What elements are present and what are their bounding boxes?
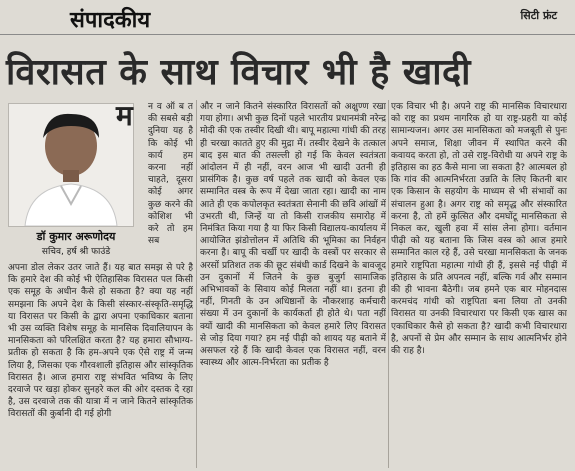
section-title: संपादकीय [70,7,151,33]
column-divider [196,100,197,468]
author-role: सचिव, हर्ष श्री फाउंडे [41,247,111,257]
article-headline: विरासत के साथ विचार भी है खादी [6,52,471,93]
column-divider [388,100,389,468]
article-column-1-top: न व ऑ ब त की सबसे बड़ी दुनिया यह है कि कोई भी कार्य हम करना नहीं चाहते, दूसरा कोई अगर कुछ करने की कोशिश भी करे तो हम सब [148,102,193,247]
drop-cap: म [116,99,133,132]
article-column-2: और न जाने कितने संस्कारित विरासतों को अक्षुण्ण रखा गया होगा। अभी कुछ दिनों पहले भारतीय प्रधानमंत्री नरेन्द्र मोदी की एक तस्वीर दिखी थी। बापू महात्मा गांधी की तरह ही चरखा कातते हुए की मुद्रा में। तस्वीर देखने के तत्काल बाद इस बात की तसल्ली हो गई कि केवल स्वतंत्रता आंदोलन में ही नहीं, वरन आज भी खादी उतनी ही प्रासंगिक है। कुछ वर्ष पहले तक खादी को केवल एक सम्मानित वस्त्र के रूप में देखा जाता रहा। खादी का नाम आते ही एक कपोलकृत स्वतंत्रता सेनानी की छवि आंखों में उभरती थी, जिन्हें या तो किसी राजकीय समारोह में निमंत्रित किया गया है या फिर किसी विद्यालय-कार्यालय में आयोजित झंडोत्तोलन में अतिथि की भूमिका का निर्वहन करना है। बापू की चर्खी पर खादी के वस्त्रों पर सरकार से अरसों प्रतिशत तक की छूट संबंधी कार्ड दिखने के बावजूद उन दुकानों में जितने के कुछ बुजुर्ग सामाजिक अभिभावकों के सिवाय कोई मिलता नहीं था। इतना ही नहीं, गिनती के उन अधिष्ठानों के नौकरशाह कर्मचारी संख्या में उन दुकानों के कार्यकर्ता ही होते थे। पता नहीं क्यों खादी की मानसिकता को केवल हमारे लिए विरासत से जोड़ दिया गया? हम नई पीढ़ी को शायद यह बताने में असफल रहे हैं कि खादी केवल एक विरासत नहीं, वरन स्वास्थ्य और आत्म-निर्भरता का प्रतीक है [200,102,386,369]
author-portrait-image [9,104,133,226]
article-column-3: एक विचार भी है। अपने राष्ट्र की मानसिक विचारधारा को राष्ट्र का प्रथम नागरिक हो या राष्ट्र-प्रहरी या कोई सामान्यजन। अगर उस मानसिकता को मजबूती से पुनः अपने समाज, शिक्षा जीवन में स्थापित करने की कवायद करता हो, तो उसे राष्ट्र-विरोधी या अपने राष्ट्र के इतिहास का हठ कैसे माना जा सकता है? आत्मबल हो कि गांव की आत्मनिर्भरता उन्नति के लिए कितनी बार एक किसान के सहयोग के माध्यम से भी संभावों का संचालन हुआ है। अगर राष्ट्र को समृद्ध और संस्कारित करना है, तो हमें कुत्सित और दमघोंटू मानसिकता से निकल कर, खुली हवा में सांस लेना होगा। वर्तमान पीढ़ी को यह बताना कि जिस वस्त्र को आज हमारे सम्मानित काल रहे हैं, उसे चरखा मानसिकता के जनक हमारे राष्ट्रपिता महात्मा गांधी ही हैं, इससे नई पीढ़ी में इतिहास के प्रति अपनत्व नहीं, बल्कि गर्व और सम्मान की ही भावना बैठेगी। जब हमने एक बार मोहनदास करमचंद गांधी को राष्ट्रपिता बना लिया तो उनकी विरासत या उनकी विचारधारा पर किसी एक खास का एकाधिकार कैसे हो सकता है? खादी कभी विचारधारा है, अपनों से प्रेम और सम्मान के साथ आत्मनिर्भर होने की राह है। [391,102,567,357]
paper-name: सिटी फ्रंट [520,9,557,22]
page-header [0,0,575,35]
author-name: डॉ कुमार अरूणोदय [36,230,116,243]
article-column-1-bottom: अपना डोल लेकर उतर जाते हैं। यह बात समझ से परे है कि हमारे देश की कोई भी ऐतिहासिक विरासत पल किसी एक समूह के अधीन कैसे हो सकता है? क्या यह नहीं समझना कि अपने देश के किसी संस्कार-संस्कृति-समृद्धि या विरासत पर किसी के द्वारा अपना एकाधिकार बताना भी उस व्यक्ति विशेष समूह के मानसिक दिवालियापन के मानसिकता को परिलक्षित करता है? यह हमारा सौभाग्य-प्रतीक हो सकता है कि हम-अपने एक ऐसे राष्ट्र में जन्म लिया है, जिसका एक गौरवशाली इतिहास और सांस्कृतिक विरासत है। आज हमारा राष्ट्र संभवित भविष्य के लिए दरवाजे पर खड़ा होकर सुनहरे कल की ओर दस्तक दे रहा है, उस दरवाजे तक की यात्रा में न जाने कितने सांस्कृतिक विरासतों की कुर्बानी दी गई होगी [8,263,193,420]
